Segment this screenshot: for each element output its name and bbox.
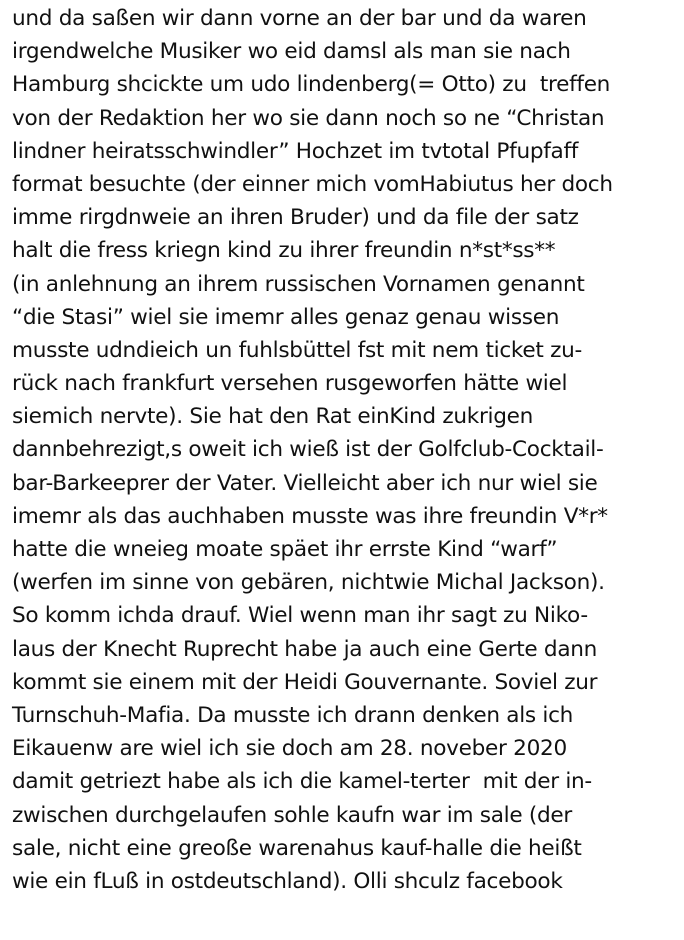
text-line-6: format besuchte (der einner mich vomHabiutus her doch: [12, 171, 613, 197]
text-line-10: “die Stasi” wiel sie imemr alles genaz genau wissen: [12, 304, 560, 330]
text-line-18: (werfen im sinne von gebären, nichtwie Michal Jackson).: [12, 570, 605, 596]
text-line-25: zwischen durchgelaufen sohle kaufn war im sale (der: [12, 802, 572, 828]
text-line-17: hatte die wneieg moate späet ihr errste Kind “warf”: [12, 537, 558, 562]
text-line-21: kommt sie einem mit der Heidi Gouvernante. Soviel zur: [12, 669, 598, 695]
text-line-8: halt die fress kriegn kind zu ihrer freundin n*st*ss**: [12, 238, 556, 264]
text-line-15: bar-Barkeeprer der Vater. Vielleicht aber ich nur wiel sie: [12, 470, 598, 496]
text-line-3: Hamburg shcickte um udo lindenberg(= Otto) zu treffen: [12, 72, 611, 98]
text-line-27: wie ein fLuß in ostdeutschland). Olli shculz facebook: [12, 868, 563, 894]
text-line-13: siemich nervte). Sie hat den Rat einKind zukrigen: [12, 404, 534, 430]
text-line-14: dannbehrezigt,s oweit ich wieß ist der Golfclub-Cocktail-: [12, 437, 604, 463]
text-line-9: (in anlehnung an ihrem russischen Vornamen genannt: [12, 271, 585, 297]
text-line-20: laus der Knecht Ruprecht habe ja auch eine Gerte dann: [12, 636, 598, 662]
text-line-5: lindner heiratsschwindler” Hochzet im tvtotal Pfupfaff: [12, 138, 579, 164]
text-line-16: imemr als das auchhaben musste was ihre freundin V*r*: [12, 503, 608, 529]
text-line-1: und da saßen wir dann vorne an der bar und da waren: [12, 6, 587, 31]
text-line-4: von der Redaktion her wo sie dann noch so ne “Christan: [12, 105, 605, 131]
text-line-19: So komm ichda drauf. Wiel wenn man ihr sagt zu Niko-: [12, 603, 588, 629]
text-line-26: sale, nicht eine greoße warenahus kauf-halle die heißt: [12, 835, 582, 861]
body-text: [12, 2, 684, 898]
text-line-23: Eikauenw are wiel ich sie doch am 28. noveber 2020: [12, 736, 567, 762]
text-line-2: irgendwelche Musiker wo eid damsl als man sie nach: [12, 39, 571, 65]
text-line-22: Turnschuh-Mafia. Da musste ich drann denken als ich: [12, 702, 574, 728]
text-line-7: imme rirgdnweie an ihren Bruder) und da file der satz: [12, 205, 579, 231]
text-line-24: damit getriezt habe als ich die kamel-terter mit der in-: [12, 769, 592, 795]
text-line-11: musste udndieich un fuhlsbüttel fst mit nem ticket zu-: [12, 337, 582, 363]
text-line-12: rück nach frankfurt versehen rusgeworfen hätte wiel: [12, 371, 568, 397]
